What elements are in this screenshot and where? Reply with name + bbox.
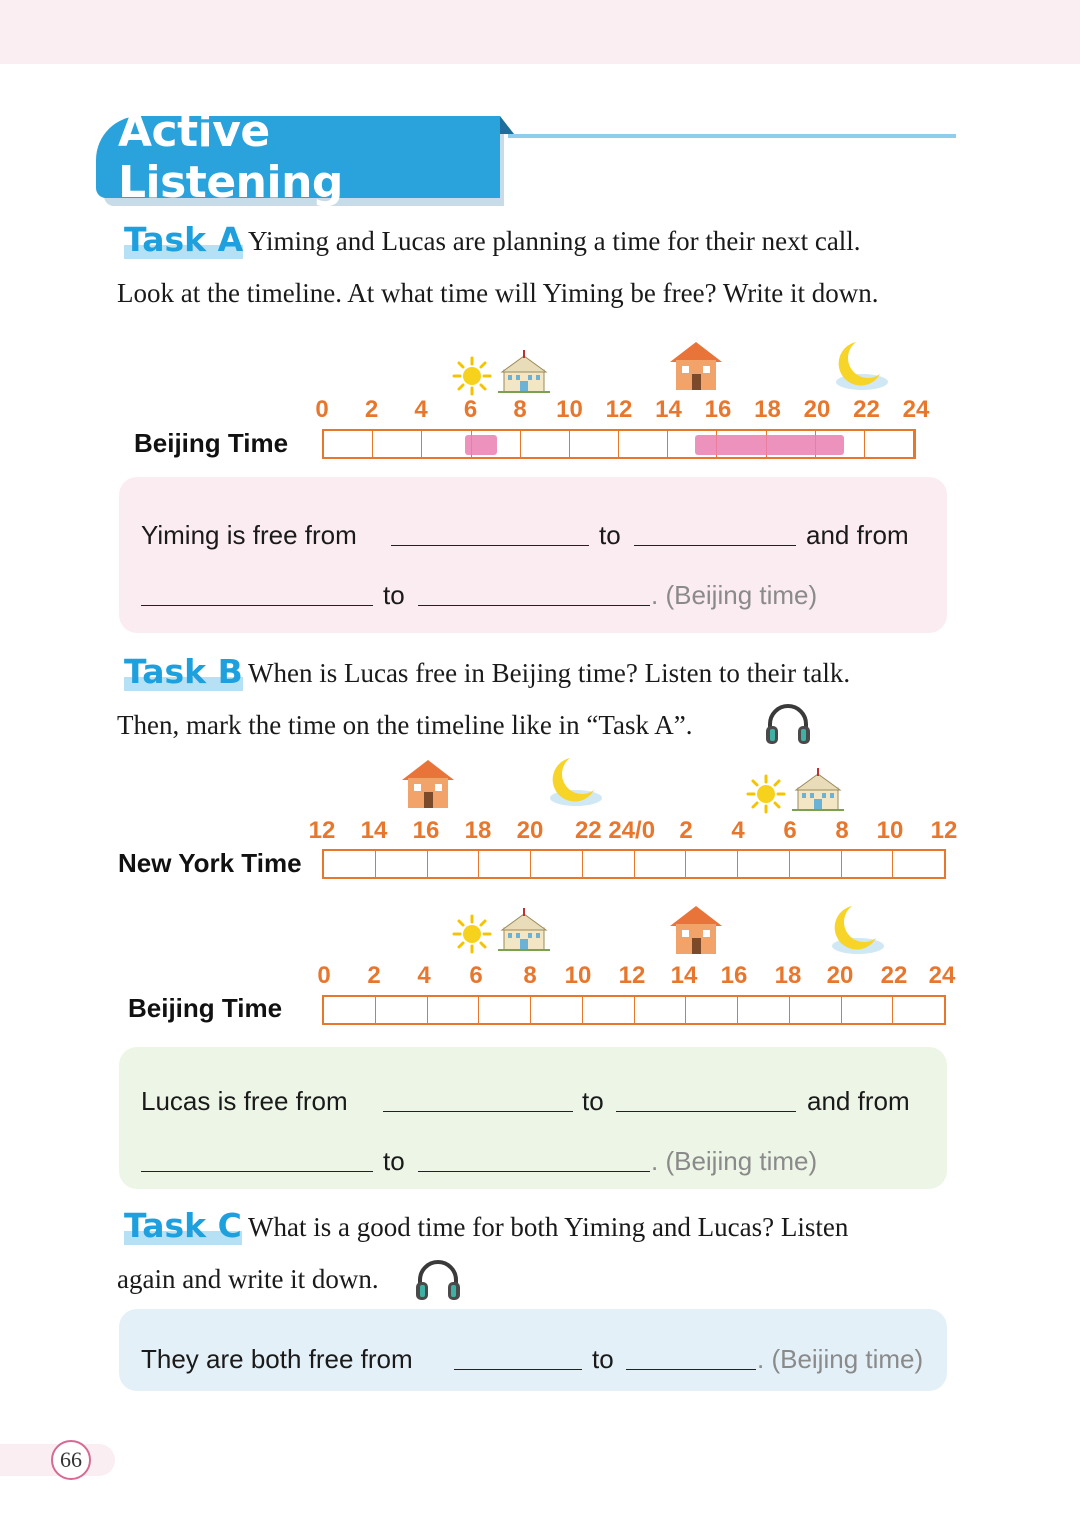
free-time-mark <box>465 435 497 455</box>
task-b-fill-suffix: . (Beijing time) <box>651 1146 818 1176</box>
tick-label: 22 24/0 <box>574 817 656 844</box>
headphones-icon[interactable] <box>414 1256 462 1302</box>
task-a-label: Task A <box>124 220 244 259</box>
sun-icon <box>744 774 788 814</box>
task-a-fill-to-2: to <box>383 580 405 610</box>
task-c-blank-2[interactable] <box>626 1369 756 1370</box>
bj-timeline-label: Beijing Time <box>128 993 283 1023</box>
ny-timeline-label: New York Time <box>118 848 302 878</box>
tick-label: 8 <box>523 962 537 989</box>
task-a-fill-text-1: Yiming is free from <box>141 520 357 550</box>
task-b-instruction-line2: Then, mark the time on the timeline like in “Task A”. <box>117 710 693 740</box>
task-c-label: Task C <box>124 1206 242 1245</box>
task-a-fill-and-from: and from <box>806 520 909 550</box>
banner-rule <box>508 134 956 138</box>
section-title: Active Listening <box>118 106 343 208</box>
tick-label: 2 <box>679 817 693 844</box>
tick-label: 6 <box>783 817 797 844</box>
task-a-tick-labels <box>315 396 930 424</box>
school-icon <box>496 350 552 396</box>
tick-label: 20 <box>516 817 544 844</box>
tick-label: 10 <box>876 817 904 844</box>
task-a-blank-1[interactable] <box>391 545 589 546</box>
tick-label: 22 <box>853 396 880 423</box>
banner-tip <box>500 116 514 134</box>
tick-label: 24 <box>928 962 956 989</box>
tick-label: 16 <box>412 817 440 844</box>
sun-icon <box>450 914 494 954</box>
tick-label: 8 <box>513 396 527 423</box>
task-a-answer-box <box>119 477 947 633</box>
tick-label: 16 <box>704 396 732 423</box>
moon-icon <box>536 754 608 810</box>
free-time-mark <box>695 435 844 455</box>
task-c-fill-suffix: . (Beijing time) <box>757 1344 924 1374</box>
tick-label: 22 <box>880 962 908 989</box>
tick-label: 18 <box>774 962 802 989</box>
tick-label: 4 <box>731 817 745 844</box>
house-icon <box>668 904 724 956</box>
task-a-instruction-line2: Look at the timeline. At what time will Yiming be free? Write it down. <box>117 278 879 308</box>
bj-tick-labels <box>317 962 956 990</box>
task-b-label: Task B <box>124 652 243 691</box>
moon-icon <box>818 902 890 958</box>
tick-label: 20 <box>803 396 831 423</box>
task-b-blank-2[interactable] <box>616 1111 796 1112</box>
tick-label: 18 <box>754 396 781 423</box>
tick-label: 12 <box>618 962 646 989</box>
house-icon <box>668 340 724 392</box>
task-b-fill-to-2: to <box>383 1146 405 1176</box>
tick-label: 4 <box>414 396 428 423</box>
tick-label: 0 <box>315 396 329 423</box>
tick-label: 18 <box>464 817 492 844</box>
school-icon <box>496 908 552 954</box>
task-a-blank-4[interactable] <box>418 605 650 606</box>
task-a-blank-2[interactable] <box>634 545 796 546</box>
tick-label: 12 <box>308 817 336 844</box>
tick-label: 6 <box>469 962 483 989</box>
tick-label: 12 <box>605 396 633 423</box>
task-a-timeline <box>322 429 916 459</box>
task-b-instruction-line1: When is Lucas free in Beijing time? Listen to their talk. <box>248 658 851 688</box>
tick-label: 20 <box>826 962 854 989</box>
tick-label: 0 <box>317 962 331 989</box>
tick-label: 24 <box>902 396 930 423</box>
task-a-timeline-label: Beijing Time <box>134 428 289 458</box>
task-a-instruction-line1: Yiming and Lucas are planning a time for their next call. <box>248 226 861 256</box>
task-c-instruction-line2: again and write it down. <box>117 1264 379 1294</box>
section-banner <box>96 106 506 208</box>
tick-label: 16 <box>720 962 748 989</box>
task-c-blank-1[interactable] <box>454 1369 582 1370</box>
bj-timeline[interactable] <box>322 995 946 1025</box>
headphones-icon[interactable] <box>764 700 812 746</box>
task-c-fill-to-1: to <box>592 1344 614 1374</box>
tick-label: 4 <box>417 962 431 989</box>
page-number: 66 <box>51 1440 91 1480</box>
tick-label: 8 <box>835 817 849 844</box>
tick-label: 2 <box>367 962 381 989</box>
tick-label: 10 <box>564 962 592 989</box>
tick-label: 2 <box>364 396 379 423</box>
task-a-fill-suffix: . (Beijing time) <box>651 580 818 610</box>
task-c-fill-text-1: They are both free from <box>141 1344 413 1374</box>
tick-label: 12 <box>930 817 958 844</box>
task-b-answer-box <box>119 1047 947 1189</box>
moon-icon <box>822 338 894 394</box>
ny-timeline[interactable] <box>322 849 946 879</box>
sun-icon <box>450 356 494 396</box>
task-a-fill-to-1: to <box>599 520 621 550</box>
task-a-blank-3[interactable] <box>141 605 373 606</box>
task-b-blank-1[interactable] <box>383 1111 573 1112</box>
tick-label: 6 <box>463 396 478 423</box>
task-b-blank-4[interactable] <box>418 1171 650 1172</box>
task-b-fill-text-1: Lucas is free from <box>141 1086 348 1116</box>
top-band <box>0 0 1080 64</box>
tick-label: 14 <box>670 962 698 989</box>
tick-label: 14 <box>360 817 388 844</box>
task-c-instruction-line1: What is a good time for both Yiming and Lucas? Listen <box>248 1212 849 1242</box>
house-icon <box>400 758 456 810</box>
task-b-fill-and-from: and from <box>807 1086 910 1116</box>
school-icon <box>790 768 846 814</box>
ny-tick-labels <box>308 817 958 845</box>
tick-label: 10 <box>556 396 583 423</box>
task-b-fill-to-1: to <box>582 1086 604 1116</box>
tick-label: 14 <box>655 396 682 423</box>
task-b-blank-3[interactable] <box>141 1171 373 1172</box>
